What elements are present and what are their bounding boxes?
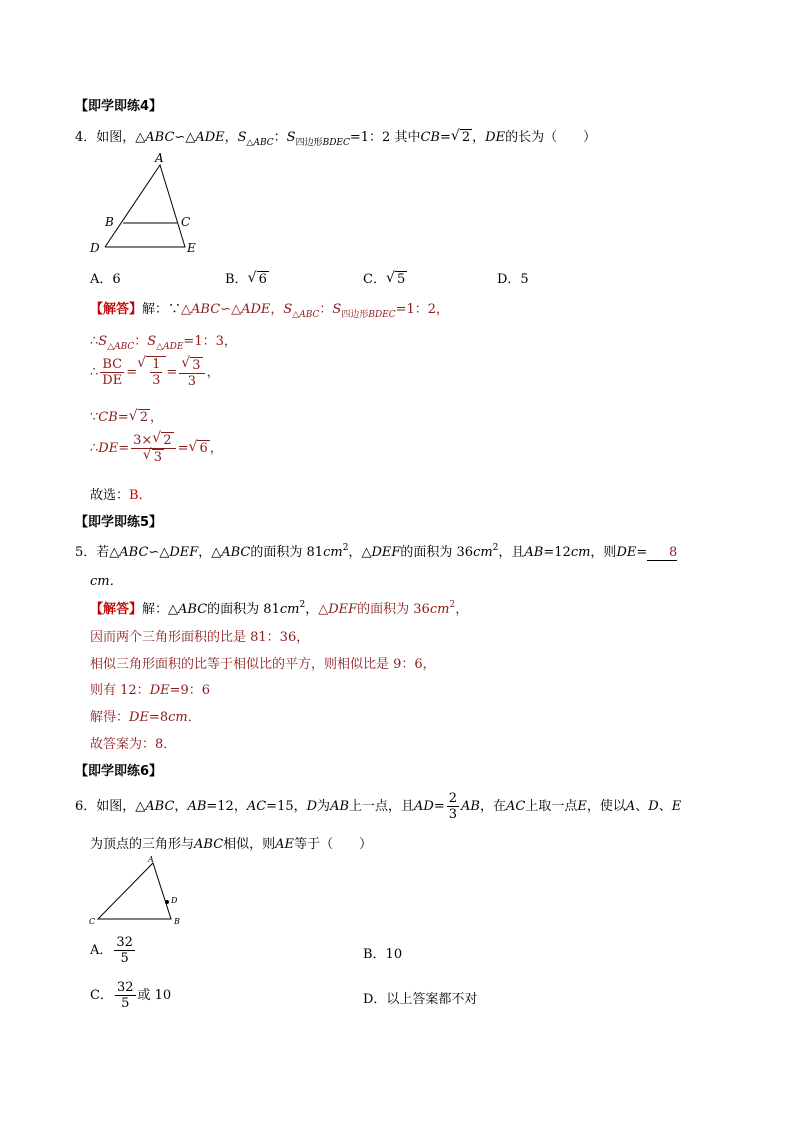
option6-a: A． $\frac{32}{5}$ [90,935,133,966]
option-b: B．√ 6 [225,268,269,287]
point-d [165,900,169,904]
triangle-abc-lines [98,863,171,919]
answer-tag: 【解答】 [90,602,143,617]
option-d: D．5 [497,272,529,287]
solution4-line1: 【解答】解：∵△ABC∽△ADE，$S_{\triangle ABC}$：$S_{四边形BDEC}=1$：2， [90,302,450,320]
figure-triangle-abc [85,855,195,930]
question6-line2: 为顶点的三角形与ABC相似，则AE等于（ ） [90,837,373,852]
triangle-symbol: △ [135,130,146,145]
fraction-two-thirds: $\frac{2}{3}$ [448,791,458,822]
option-c: C．√ 5 [363,268,407,287]
solution4-line4: ∵CB=√ 2 ， [90,406,163,425]
solution5-line6: 故答案为：8． [90,737,177,752]
solution5-line1: 【解答】解：△ABC的面积为 $81cm^2$，△DEF的面积为 $36cm^2$， [90,600,469,617]
section4-header: 【即学即练4】 [75,99,163,114]
label-a: A [148,855,154,864]
figure-triangle-ade [85,150,205,260]
label-d: D [90,241,100,255]
option-a: A．6 [90,272,121,287]
solution4-line5: ∴DE= 3×√ 2 √ 3 =√ 6 ， [90,432,223,465]
answer-tag: 【解答】 [90,302,143,317]
label-a: A [155,151,164,165]
option6-b: B．10 [363,947,403,962]
question5-line1: 5．若△ABC∽△DEF，△ABC的面积为 $81cm^2$，△DEF的面积为 $36cm^2$，且AB=12cm，则DE= 8 [75,543,678,560]
solution4-line3: ∴ $\frac{BC}{DE}$ = √ $\frac{1}{3}$ = √ $\frac{3}{3}$ ， [90,356,220,389]
option6-c: C． $\frac{32}{5}$ 或 10 [90,980,172,1011]
label-b: B [174,917,180,926]
solution5-line2: 因而两个三角形面积的比是 81：36， [90,630,310,645]
section5-header: 【即学即练5】 [75,515,163,530]
section6-header: 【即学即练6】 [75,764,163,779]
solution5-line5: 解得：DE=8cm． [90,710,201,725]
solution4-line2: $\therefore S_{\triangle ABC}$：$S_{\triangle ADE}=1$：3， [90,334,237,352]
option6-d: D．以上答案都不对 [363,992,478,1007]
solution5-line3: 相似三角形面积的比等于相似比的平方，则相似比是 9：6， [90,657,436,672]
answer-blank: 8 [647,545,677,561]
question6-line1: 6．如图，△ABC，AB=12，AC=15，D为AB上一点，且AD= $\frac{2}{3}$ AB，在AC上取一点E，使以A、D、E [75,791,682,822]
solution5-line4: 则有 12：DE=9：6 [90,683,211,698]
label-c: C [181,215,191,229]
sqrt-2: √ 2 [451,129,472,145]
label-d: D [171,896,178,905]
question-number: 4．如图， [75,130,136,145]
question4-text: 4．如图，△ABC∽△ADE，$S_{\triangle ABC}$：$S_{四边形BDEC}=1$：2 其中CB=√ 2 ，DE的长为（ ） [75,126,596,145]
label-c: C [89,917,96,926]
solution4-final: 故选：B． [90,488,152,503]
question5-line2: cm． [90,574,123,589]
label-e: E [187,241,196,255]
triangle-ade-lines [105,165,185,247]
fraction-bc-de: $\frac{BC}{DE}$ [102,357,123,388]
label-b: B [105,215,114,229]
